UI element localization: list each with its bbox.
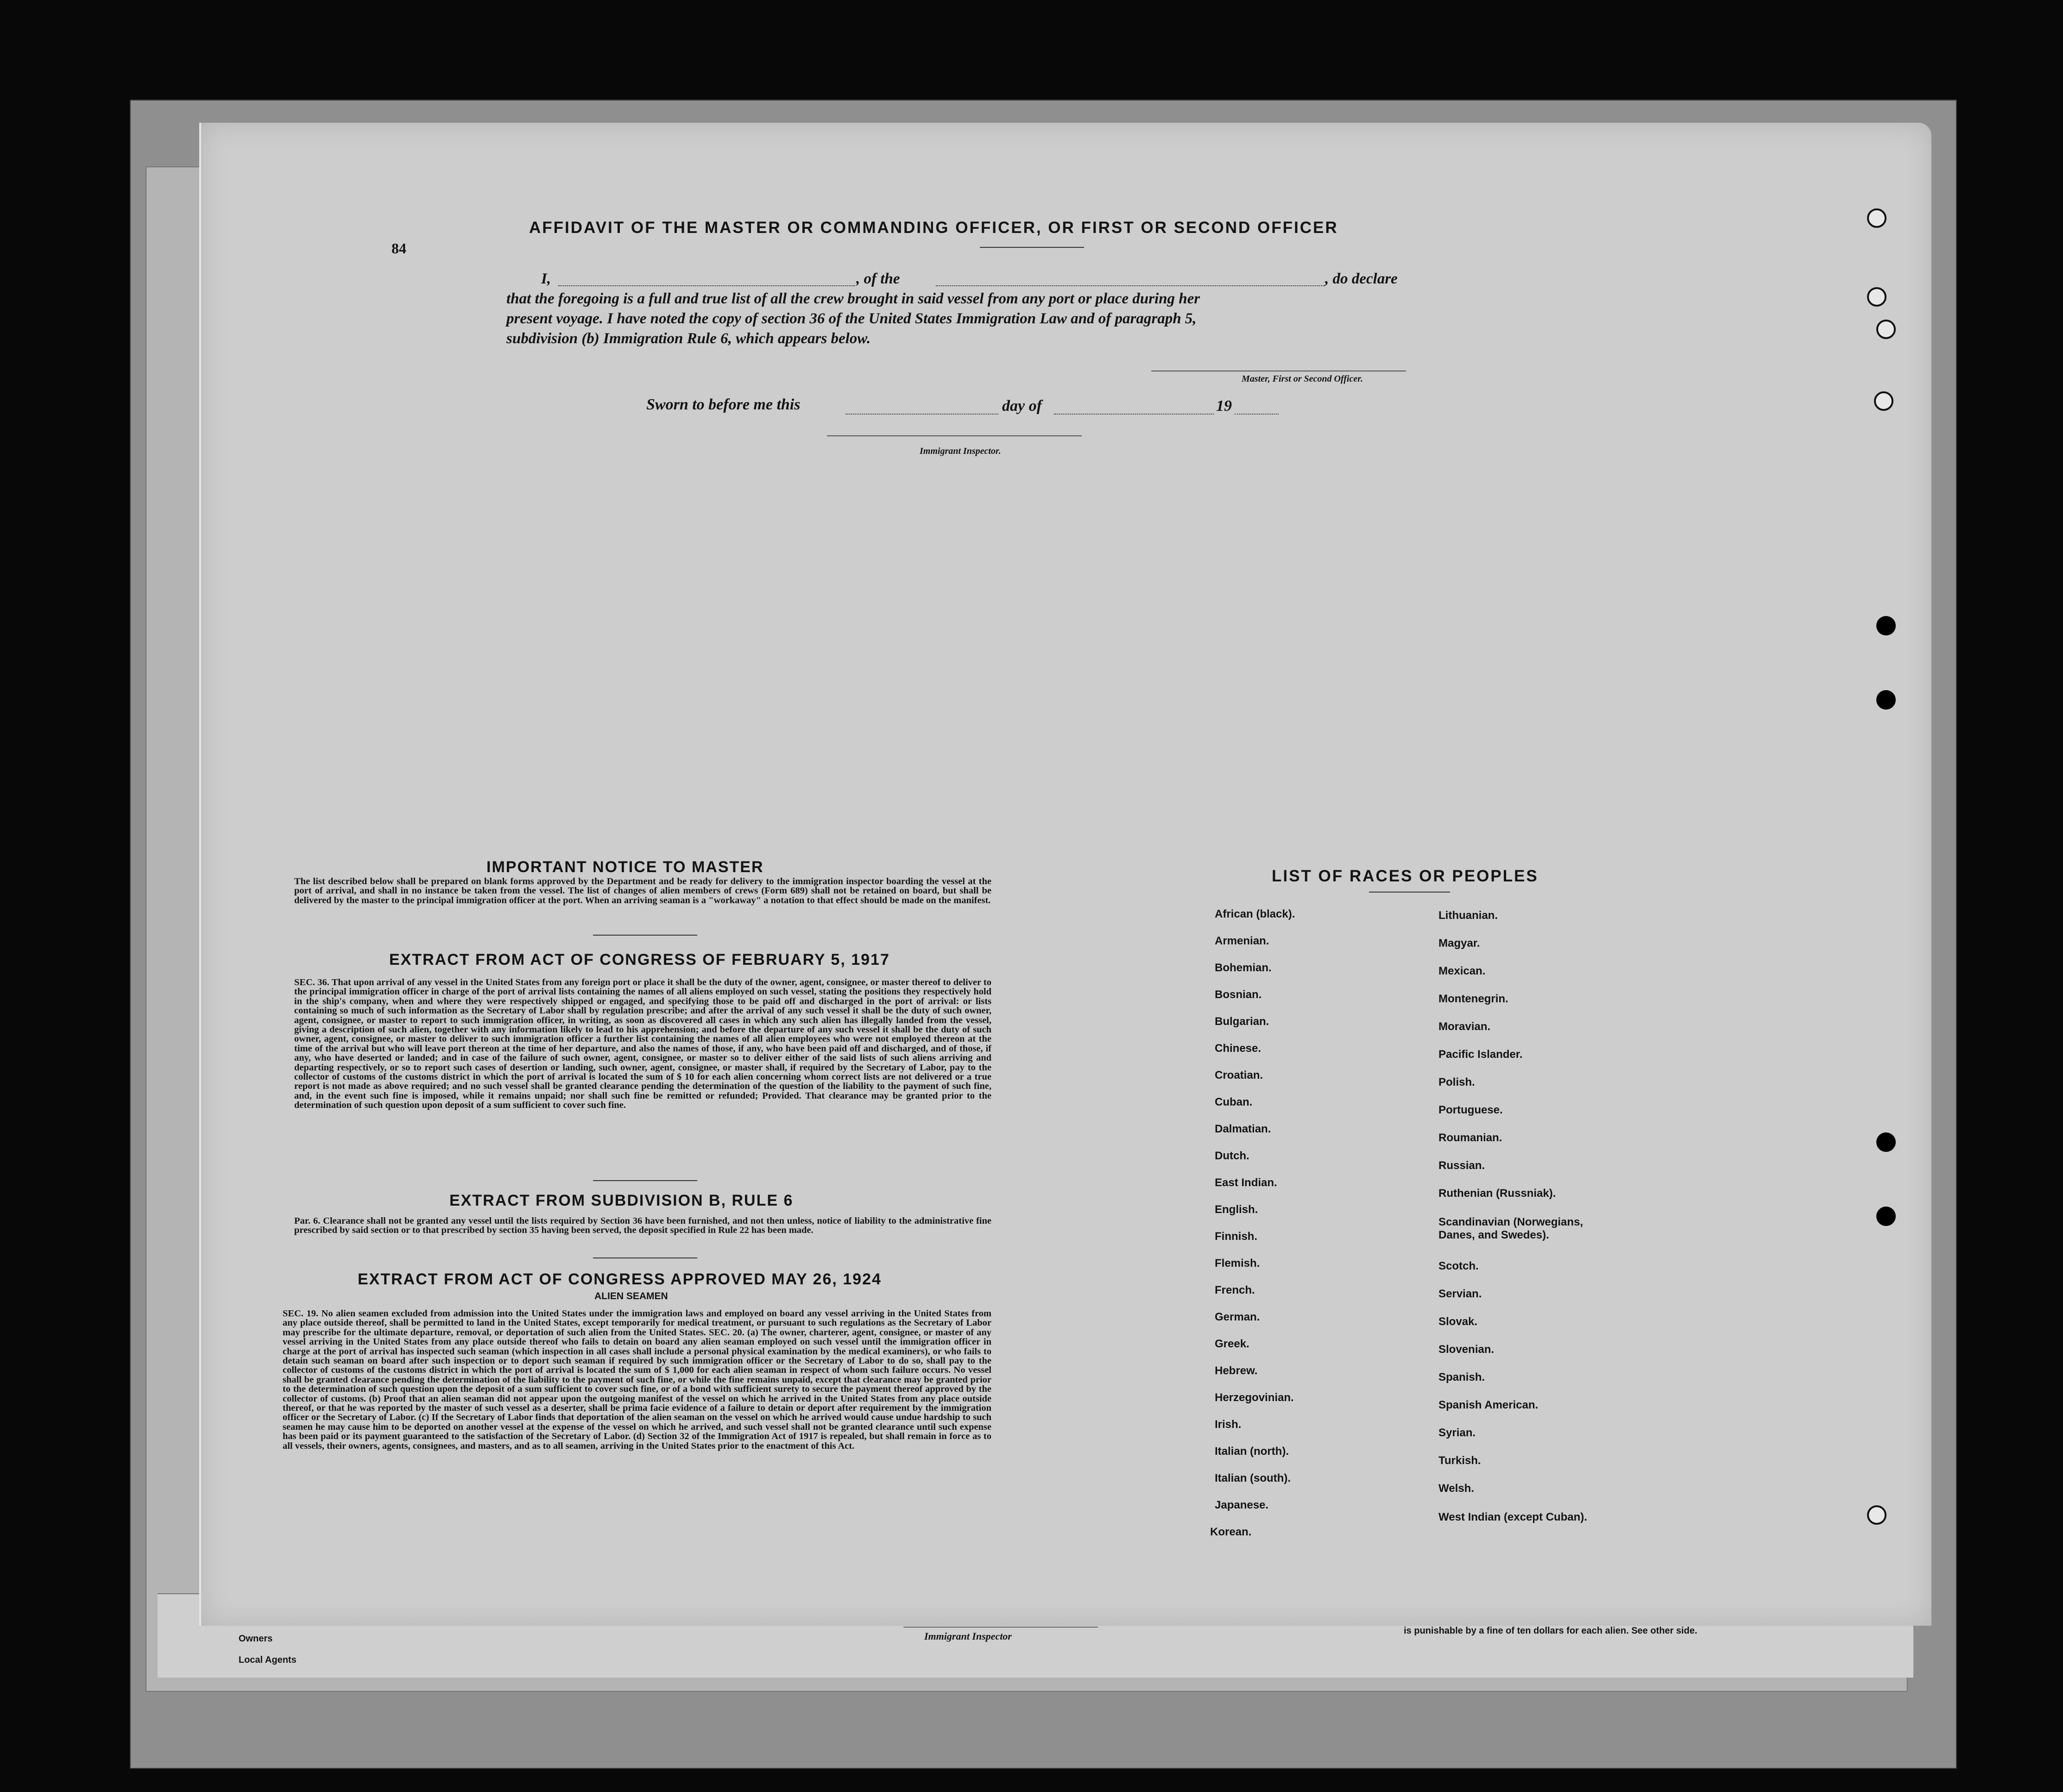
race-right-item: Mexican. <box>1438 965 1486 977</box>
race-left-item: Greek. <box>1215 1338 1249 1350</box>
race-left-item: Irish. <box>1215 1418 1242 1431</box>
sworn-year-line[interactable] <box>1235 414 1279 415</box>
extract-rule6-title: EXTRACT FROM SUBDIVISION B, RULE 6 <box>449 1192 794 1209</box>
sworn-prefix: Sworn to before me this <box>646 396 801 413</box>
affidavit-line-2: that the foregoing is a full and true list of all the crew brought in said vessel from any port or place during her <box>506 290 1200 307</box>
race-left-item: Japanese. <box>1215 1499 1269 1511</box>
sworn-day-label: day of <box>1002 397 1042 415</box>
underlying-local-agents-label: Local Agents <box>239 1655 297 1665</box>
underlying-owners-label: Owners <box>239 1634 273 1644</box>
binder-hole <box>1876 320 1896 339</box>
binder-hole <box>1874 391 1893 411</box>
race-left-item: Hebrew. <box>1215 1364 1258 1377</box>
race-left-item: French. <box>1215 1284 1255 1296</box>
sworn-month-line[interactable] <box>1054 414 1214 415</box>
race-left-item: German. <box>1215 1311 1260 1323</box>
race-left-item: Dutch. <box>1215 1150 1249 1162</box>
binder-hole <box>1867 1505 1886 1525</box>
vessel-field-line[interactable] <box>936 285 1325 286</box>
binder-hole <box>1867 208 1886 228</box>
race-right-item: Scandinavian (Norwegians, Danes, and Swedes). <box>1438 1216 1584 1241</box>
name-field-line[interactable] <box>558 285 855 286</box>
underlying-inspector-line <box>903 1627 1098 1628</box>
title-rule <box>980 247 1084 248</box>
notice-rule <box>593 935 697 936</box>
race-left-item: Finnish. <box>1215 1230 1257 1243</box>
race-right-item: Montenegrin. <box>1438 993 1508 1005</box>
notice-title: IMPORTANT NOTICE TO MASTER <box>486 858 764 876</box>
race-right-item: Servian. <box>1438 1288 1482 1300</box>
races-title: LIST OF RACES OR PEOPLES <box>1272 867 1539 885</box>
affidavit-line-4: subdivision (b) Immigration Rule 6, which appears below. <box>506 330 871 347</box>
race-right-item: Scotch. <box>1438 1260 1479 1272</box>
race-right-item: Moravian. <box>1438 1020 1491 1033</box>
affidavit-line-3: present voyage. I have noted the copy of section 36 of the United States Immigration Law and of paragraph 5, <box>506 310 1197 327</box>
sworn-day-line[interactable] <box>845 414 998 415</box>
extract-1924-text: SEC. 19. No alien seamen excluded from admission into the United States under the immigration laws and employed on board any vessel arriving in the United States from any place outside thereof, shall be permitted to land in the United States, except temporarily for medical treatment, or pursuant to such regulations as the Secretary of Labor may prescribe for the ultimate departure, removal, or deportation of such alien from the United States. SEC. 20. (a) The owner, charterer, agent, consignee, or master of any vessel arriving in the United States from any place outside thereof who fails to detain on board any alien seaman employed on such vessel until the immigration officer in charge at the port of arrival has inspected such seaman (which inspection in all cases shall include a personal physical examination by the medical examiners), or who fails to detain such seaman on board after such inspection or to deport such seaman if required by such immigration officer or the Secretary of Labor to do so, shall pay to the collector of customs of the customs district in which the port of arrival is located the sum of $ 1,000 for each alien seaman in respect of whom such failure occurs. No vessel shall be granted clearance pending the determination of the liability to the payment of such fine, or while the fine remains unpaid, except that clearance may be granted prior to the determination of such question upon the deposit of a sum sufficient to cover such fine, or of a bond with sufficient surety to secure the payment thereof approved by the collector of customs. (b) Proof that an alien seaman did not appear upon the outgoing manifest of the vessel on which he arrived in the United States from any place outside thereof, or that he was reported by the master of such vessel as a deserter, shall be prima facie evidence of a failure to detain or deport after requirement by the immigration officer or the Secretary of Labor. (c) If the Secretary of Labor finds that deportation of the alien seaman on the vessel on which he arrived would cause undue hardship to such seamen he may cause him to be deported on another vessel at the expense of the vessel on which he arrived, and such vessel shall not be granted clearance until such expense has been paid or its payment guaranteed to the satisfaction of the Secretary of Labor. (d) Section 32 of the Immigration Act of 1917 is repealed, but shall remain in force as to all vessels, their owners, agents, consignees, and masters, and as to all seamen, arriving in the United States prior to the enactment of this Act. <box>283 1308 991 1451</box>
race-right-item: Magyar. <box>1438 937 1480 949</box>
race-right-item: Welsh. <box>1438 1482 1474 1495</box>
extract-1917-title: EXTRACT FROM ACT OF CONGRESS OF FEBRUARY 5, 1917 <box>389 951 890 968</box>
affidavit-title: AFFIDAVIT OF THE MASTER OR COMMANDING OFFICER, OR FIRST OR SECOND OFFICER <box>529 219 1338 237</box>
binder-hole <box>1867 287 1886 307</box>
race-right-item: Portuguese. <box>1438 1104 1503 1116</box>
sworn-year-prefix: 19 <box>1216 397 1232 415</box>
binder-hole <box>1876 616 1896 635</box>
race-left-item: Italian (south). <box>1215 1472 1291 1484</box>
race-left-item: Korean. <box>1210 1526 1252 1538</box>
race-left-item: Italian (north). <box>1215 1445 1289 1458</box>
race-left-item: Dalmatian. <box>1215 1123 1271 1135</box>
extract-1924-subtitle: ALIEN SEAMEN <box>594 1291 668 1302</box>
underlying-inspector-label: Immigrant Inspector <box>924 1630 1012 1642</box>
race-left-item: Croatian. <box>1215 1069 1263 1081</box>
races-rule <box>1369 892 1450 893</box>
margin-mark: 84 <box>391 240 406 257</box>
binder-hole <box>1876 1207 1896 1226</box>
race-left-item: English. <box>1215 1203 1258 1216</box>
affidavit-of-the: , of the <box>856 270 900 287</box>
race-left-item: Bosnian. <box>1215 988 1262 1001</box>
inspector-signature-line[interactable] <box>827 435 1082 436</box>
binder-hole <box>1876 690 1896 710</box>
underlying-fine-note: is punishable by a fine of ten dollars for each alien. See other side. <box>1404 1626 1697 1636</box>
extract-1917-text: SEC. 36. That upon arrival of any vessel in the United States from any foreign port or place it shall be the duty of the owner, agent, consignee, or master thereof to deliver to the principal immigration officer in charge of the port of arrival lists containing the names of all aliens employed on such vessel, stating the positions they respectively hold in the ship's company, when and where they were respectively shipped or engaged, and specifying those to be paid off and discharged in the port of arrival: or lists containing so much of such information as the Secretary of Labor shall by regulation prescribe; and after the arrival of any such vessel it shall be the duty of such owner, agent, consignee, or master to report to such immigration officer, in writing, as soon as discovered all cases in which any such alien has illegally landed from the vessel, giving a description of such alien, together with any information likely to lead to his apprehension; and before the departure of any such vessel it shall be the duty of such owner, agent, consignee, or master to deliver to such immigration officer a further list containing the names of all alien employees who were not employed thereon at the time of the arrival but who will leave port thereon at the time of her departure, and also the names of those, if any, who have been paid off and discharged, and of those, if any, who have deserted or landed; and in case of the failure of such owner, agent, consignee, or master so to deliver either of the said lists of such aliens arriving and departing respectively, or so to report such cases of desertion or landing, such owner, agent, consignee, or master shall, if required by the Secretary of Labor, pay to the collector of customs of the customs district in which the port of arrival is located the sum of $ 10 for each alien concerning whom correct lists are not delivered or a true report is not made as above required; and no such vessel shall be granted clearance pending the determination of the question of the liability to the payment of such fine, and, in the event such fine is imposed, while it remains unpaid; nor shall such fine be remitted or refunded; Provided. That clearance may be granted prior to the determination of such question upon deposit of a sum sufficient to cover such fine. <box>294 977 991 1111</box>
race-left-item: Herzegovinian. <box>1215 1391 1294 1404</box>
race-right-item: Russian. <box>1438 1159 1485 1172</box>
race-right-item: Polish. <box>1438 1076 1475 1088</box>
extract-1917-rule <box>593 1180 697 1181</box>
race-right-item: Lithuanian. <box>1438 909 1498 922</box>
race-right-item: Turkish. <box>1438 1454 1481 1467</box>
race-right-item: Ruthenian (Russniak). <box>1438 1187 1556 1200</box>
notice-text: The list described below shall be prepared on blank forms approved by the Department and be ready for delivery to the immigration inspector boarding the vessel at the port of arrival, and shall in no instance be taken from the vessel. The list of changes of alien members of crews (Form 689) shall not be retained on board, but shall be delivered by the master to the principal immigration officer at the port. When an arriving seaman is a "workaway" a notation to that effect should be made on the manifest. <box>294 876 991 905</box>
race-left-item: Armenian. <box>1215 935 1269 947</box>
race-left-item: Cuban. <box>1215 1096 1253 1108</box>
affidavit-declare: , do declare <box>1325 270 1398 287</box>
race-left-item: Bulgarian. <box>1215 1015 1269 1028</box>
race-right-item: Pacific Islander. <box>1438 1048 1523 1061</box>
extract-rule6-text: Par. 6. Clearance shall not be granted any vessel until the lists required by Section 36 have been furnished, and not then unless, notice of liability to the administrative fine prescribed by said section or to that prescribed by section 35 having been served, the deposit specified in Rule 22 has been made. <box>294 1216 991 1236</box>
race-left-item: East Indian. <box>1215 1176 1277 1189</box>
race-right-item: Syrian. <box>1438 1427 1476 1439</box>
inspector-label: Immigrant Inspector. <box>920 446 1001 456</box>
affidavit-i: I, <box>541 270 551 287</box>
race-left-item: Chinese. <box>1215 1042 1262 1055</box>
race-left-item: Flemish. <box>1215 1257 1260 1270</box>
race-right-item: Slovenian. <box>1438 1343 1495 1356</box>
binder-hole <box>1876 1132 1896 1152</box>
race-left-item: Bohemian. <box>1215 962 1272 974</box>
race-right-item: Spanish American. <box>1438 1399 1539 1411</box>
race-right-item: Slovak. <box>1438 1315 1478 1328</box>
race-right-item: West Indian (except Cuban). <box>1438 1511 1587 1523</box>
race-right-item: Spanish. <box>1438 1371 1485 1383</box>
extract-1924-title: EXTRACT FROM ACT OF CONGRESS APPROVED MAY 26, 1924 <box>358 1270 882 1288</box>
race-right-item: Roumanian. <box>1438 1132 1502 1144</box>
race-left-item: African (black). <box>1215 908 1295 920</box>
signature-label: Master, First or Second Officer. <box>1242 374 1363 384</box>
